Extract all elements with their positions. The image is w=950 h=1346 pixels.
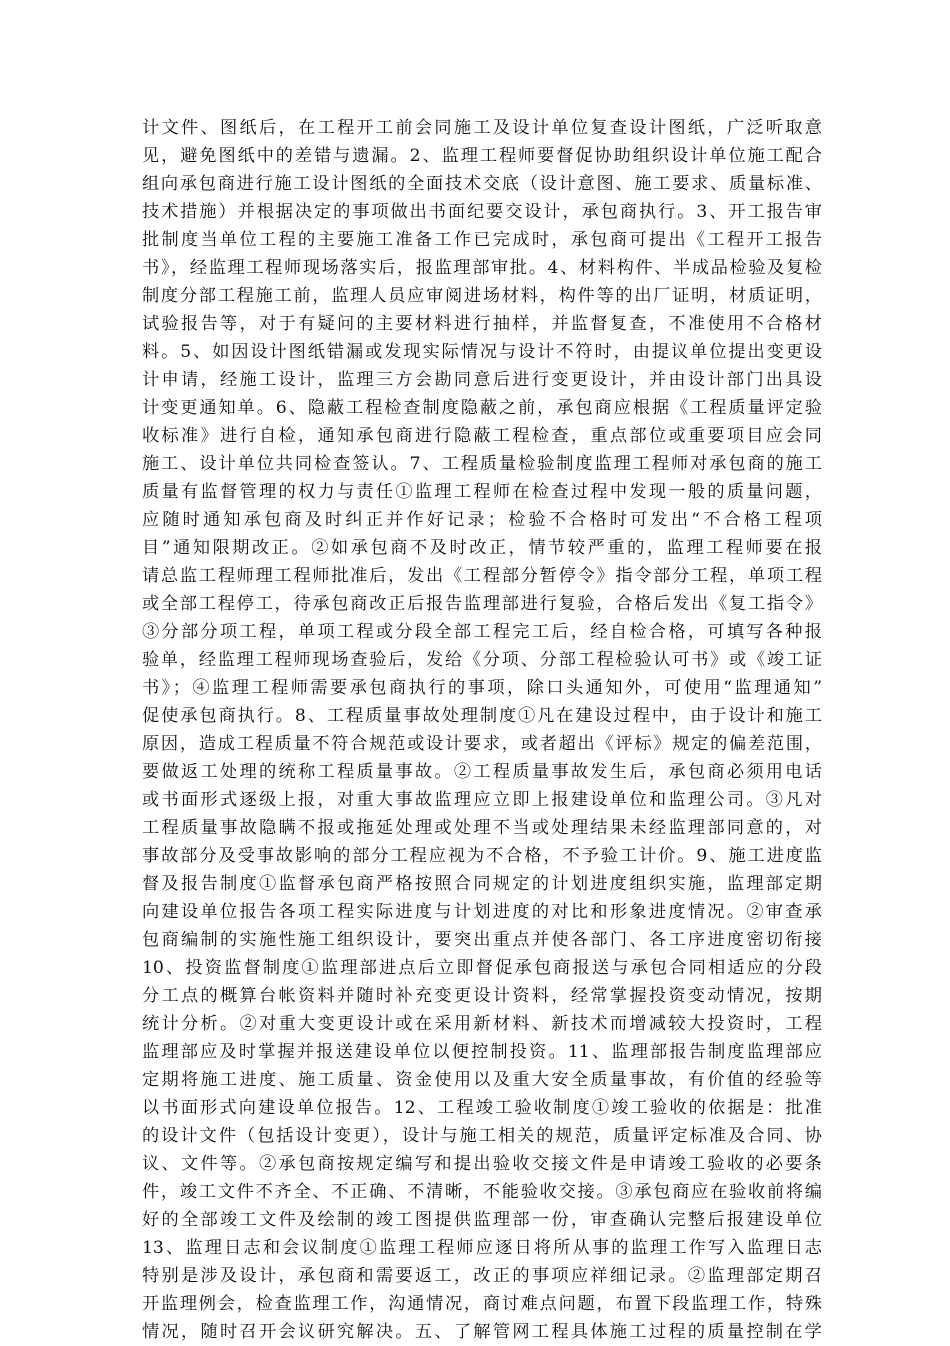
text-line: ③分部分项工程，单项工程或分段全部工程完工后，经自检合格，可填写各种报	[142, 622, 822, 642]
text-line: 的设计文件（包括设计变更），设计与施工相关的规范，质量评定标准及合同、协	[142, 1126, 822, 1146]
text-line: 督及报告制度①监督承包商严格按照合同规定的计划进度组织实施，监理部定期	[142, 874, 822, 894]
text-line: 分工点的概算台帐资料并随时补充变更设计资料，经常掌握投资变动情况，按期	[142, 986, 822, 1006]
text-line: 验单，经监理工程师现场查验后，发给《分项、分部工程检验认可书》或《竣工证	[142, 650, 822, 670]
text-line: 应随时通知承包商及时纠正并作好记录；检验不合格时可发出“不合格工程项	[142, 510, 822, 530]
text-line: 书》，经监理工程师现场落实后，报监理部审批。4、材料构件、半成品检验及复检	[142, 258, 822, 278]
text-line: 监理部应及时掌握并报送建设单位以便控制投资。11、监理部报告制度监理部应	[142, 1042, 822, 1062]
text-line: 向建设单位报告各项工程实际进度与计划进度的对比和形象进度情况。②审查承	[142, 902, 822, 922]
text-line: 要做返工处理的统称工程质量事故。②工程质量事故发生后，承包商必须用电话	[142, 762, 822, 782]
text-line: 收标准》进行自检，通知承包商进行隐蔽工程检查，重点部位或重要项目应会同	[142, 426, 822, 446]
text-line: 见，避免图纸中的差错与遗漏。2、监理工程师要督促协助组织设计单位施工配合	[142, 146, 822, 166]
text-line: 工程质量事故隐瞒不报或拖延处理或处理不当或处理结果未经监理部同意的，对	[142, 818, 822, 838]
text-line: 13、监理日志和会议制度①监理工程师应逐日将所从事的监理工作写入监理日志	[142, 1238, 822, 1258]
text-line: 组向承包商进行施工设计图纸的全面技术交底（设计意图、施工要求、质量标准、	[142, 174, 822, 194]
text-line: 试验报告等，对于有疑问的主要材料进行抽样，并监督复查，不准使用不合格材	[142, 314, 822, 334]
text-line: 原因，造成工程质量不符合规范或设计要求，或者超出《评标》规定的偏差范围，	[142, 734, 822, 754]
text-line: 制度分部工程施工前，监理人员应审阅进场材料，构件等的出厂证明，材质证明，	[142, 286, 822, 306]
text-line: 包商编制的实施性施工组织设计，要突出重点并使各部门、各工序进度密切衔接	[142, 930, 822, 950]
text-line: 料。5、如因设计图纸错漏或发现实际情况与设计不符时，由提议单位提出变更设	[142, 342, 822, 362]
text-line: 以书面形式向建设单位报告。12、工程竣工验收制度①竣工验收的依据是：批准	[142, 1098, 822, 1118]
text-line: 计变更通知单。6、隐蔽工程检查制度隐蔽之前，承包商应根据《工程质量评定验	[142, 398, 822, 418]
text-line: 质量有监督管理的权力与责任①监理工程师在检查过程中发现一般的质量问题，	[142, 482, 822, 502]
text-line: 请总监工程师理工程师批准后，发出《工程部分暂停令》指令部分工程，单项工程	[142, 566, 822, 586]
text-line: 定期将施工进度、施工质量、资金使用以及重大安全质量事故，有价值的经验等	[142, 1070, 822, 1090]
text-line: 或书面形式逐级上报，对重大事故监理应立即上报建设单位和监理公司。③凡对	[142, 790, 822, 810]
body-text	[142, 114, 822, 1346]
text-line: 件，竣工文件不齐全、不正确、不清晰，不能验收交接。③承包商应在验收前将编	[142, 1182, 822, 1202]
text-line: 计申请，经施工设计，监理三方会勘同意后进行变更设计，并由设计部门出具设	[142, 370, 822, 390]
text-line: 促使承包商执行。8、工程质量事故处理制度①凡在建设过程中，由于设计和施工	[142, 706, 822, 726]
text-line: 书》；④监理工程师需要承包商执行的事项，除口头通知外，可使用“监理通知”	[142, 678, 822, 698]
text-line: 目”通知限期改正。②如承包商不及时改正，情节较严重的，监理工程师要在报	[142, 538, 822, 558]
text-line: 情况，随时召开会议研究解决。五、了解管网工程具体施工过程的质量控制在学	[142, 1322, 822, 1342]
text-line: 好的全部竣工文件及绘制的竣工图提供监理部一份，审查确认完整后报建设单位	[142, 1210, 822, 1230]
text-line: 计文件、图纸后，在工程开工前会同施工及设计单位复查设计图纸，广泛听取意	[142, 118, 822, 138]
text-line: 统计分析。②对重大变更设计或在采用新材料、新技术而增减较大投资时，工程	[142, 1014, 822, 1034]
text-line: 批制度当单位工程的主要施工准备工作已完成时，承包商可提出《工程开工报告	[142, 230, 822, 250]
text-line: 特别是涉及设计，承包商和需要返工，改正的事项应祥细记录。②监理部定期召	[142, 1266, 822, 1286]
text-line: 开监理例会，检查监理工作，沟通情况，商讨难点问题，布置下段监理工作，特殊	[142, 1294, 822, 1314]
text-line: 10、投资监督制度①监理部进点后立即督促承包商报送与承包合同相适应的分段	[142, 958, 822, 978]
text-line: 议、文件等。②承包商按规定编写和提出验收交接文件是申请竣工验收的必要条	[142, 1154, 822, 1174]
text-line: 施工、设计单位共同检查签认。7、工程质量检验制度监理工程师对承包商的施工	[142, 454, 822, 474]
text-line: 事故部分及受事故影响的部分工程应视为不合格，不予验工计价。9、施工进度监	[142, 846, 822, 866]
text-line: 或全部工程停工，待承包商改正后报告监理部进行复验，合格后发出《复工指令》	[142, 594, 822, 614]
text-line: 技术措施）并根据决定的事项做出书面纪要交设计，承包商执行。3、开工报告审	[142, 202, 822, 222]
